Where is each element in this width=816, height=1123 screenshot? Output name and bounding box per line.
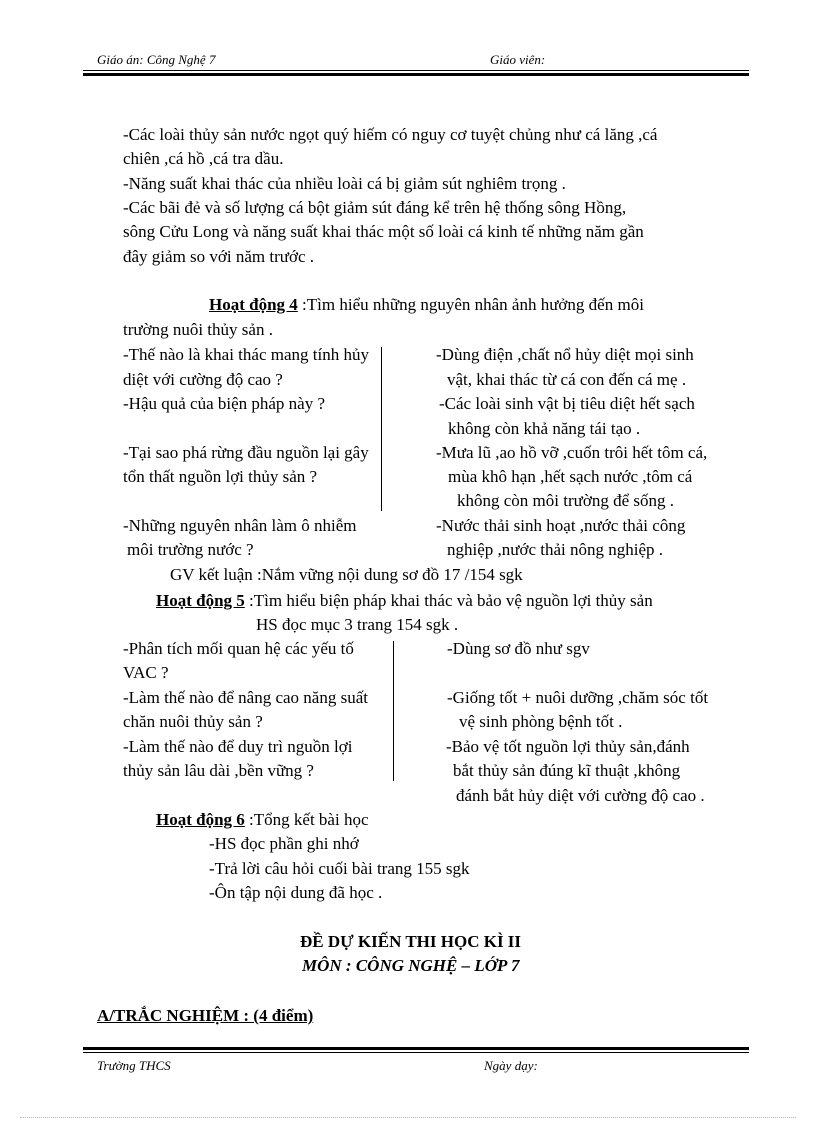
activity-6-label: Hoạt động 6 <box>156 810 245 829</box>
activity-5-title: :Tìm hiểu biện pháp khai thác và bảo vệ nguồn lợi thủy sản <box>244 591 653 610</box>
activity-4-question: môi trường nước ? <box>127 540 254 559</box>
activity-4-title-cont: trường nuôi thủy sản . <box>123 320 273 339</box>
activity-4-heading <box>209 295 644 315</box>
activity-5-column-divider <box>393 641 394 781</box>
footer-left: Trường THCS <box>97 1058 171 1073</box>
intro-line: sông Cửu Long và năng suất khai thác một số loài cá kinh tế những năm gần <box>123 222 644 241</box>
activity-4-question: -Thế nào là khai thác mang tính hủy <box>123 345 369 364</box>
footer-rule-thin <box>83 1052 749 1053</box>
footer-rule-thick <box>83 1047 749 1050</box>
activity-6-item: -Trả lời câu hỏi cuối bài trang 155 sgk <box>209 859 470 878</box>
activity-4-title: :Tìm hiểu những nguyên nhân ảnh hưởng đến môi <box>297 295 644 314</box>
activity-5-question: chăn nuôi thủy sản ? <box>123 712 263 731</box>
intro-line: đây giảm so với năm trước . <box>123 247 315 266</box>
activity-4-column-divider <box>381 347 382 511</box>
activity-5-answer: đánh bắt hủy diệt với cường độ cao . <box>456 786 705 805</box>
activity-5-instruction: HS đọc mục 3 trang 154 sgk . <box>256 615 459 634</box>
activity-5-question: thủy sản lâu dài ,bền vững ? <box>123 761 314 780</box>
activity-5-answer: bắt thủy sản đúng kĩ thuật ,không <box>453 761 681 780</box>
activity-5-question: -Làm thế nào để nâng cao năng suất <box>123 688 368 707</box>
header-rule-thin <box>83 70 749 71</box>
activity-6-item: -HS đọc phần ghi nhớ <box>209 834 359 853</box>
footer-right: Ngày dạy: <box>484 1058 538 1073</box>
activity-6-item: -Ôn tập nội dung đã học . <box>209 883 383 902</box>
activity-5-question: -Làm thế nào để duy trì nguồn lợi <box>123 737 353 756</box>
activity-6-title: :Tổng kết bài học <box>244 810 369 829</box>
activity-4-question: diệt với cường độ cao ? <box>123 370 283 389</box>
activity-4-answer: -Nước thải sinh hoạt ,nước thải công <box>436 516 686 535</box>
activity-4-question: tổn thất nguồn lợi thủy sản ? <box>123 467 318 486</box>
activity-4-answer: mùa khô hạn ,hết sạch nước ,tôm cá <box>448 467 693 486</box>
activity-4-answer: -Các loài sinh vật bị tiêu diệt hết sạch <box>439 394 695 413</box>
activity-5-label: Hoạt động 5 <box>156 591 245 610</box>
intro-line: chiên ,cá hồ ,cá tra dầu. <box>123 149 284 168</box>
activity-4-answer: -Dùng điện ,chất nổ hủy diệt mọi sinh <box>436 345 694 364</box>
activity-5-heading <box>156 591 653 611</box>
header-rule-thick <box>83 73 749 76</box>
activity-5-answer: -Bảo vệ tốt nguồn lợi thủy sản,đánh <box>446 737 690 756</box>
activity-5-answer: vệ sinh phòng bệnh tốt . <box>459 712 623 731</box>
activity-4-question: -Hậu quả của biện pháp này ? <box>123 394 326 413</box>
activity-5-answer: -Dùng sơ đồ như sgv <box>447 639 590 658</box>
activity-4-answer: không còn khả năng tái tạo . <box>448 419 641 438</box>
exam-section-heading: A/TRẮC NGHIỆM : (4 điểm) <box>97 1006 314 1025</box>
activity-5-question: -Phân tích mối quan hệ các yếu tố <box>123 639 354 658</box>
intro-line: -Các loài thủy sản nước ngọt quý hiếm có nguy cơ tuyệt chủng như cá lăng ,cá <box>123 125 658 144</box>
activity-5-answer: -Giống tốt + nuôi dưỡng ,chăm sóc tốt <box>447 688 709 707</box>
exam-subtitle: MÔN : CÔNG NGHỆ – LỚP 7 <box>302 956 520 975</box>
activity-4-question: -Tại sao phá rừng đầu nguồn lại gây <box>123 443 369 462</box>
activity-4-conclusion: GV kết luận :Nắm vững nội dung sơ đồ 17 /154 sgk <box>170 565 523 584</box>
activity-4-answer: -Mưa lũ ,ao hồ vỡ ,cuốn trôi hết tôm cá, <box>436 443 708 462</box>
activity-5-question: VAC ? <box>123 663 169 682</box>
activity-4-answer: vật, khai thác từ cá con đến cá mẹ . <box>447 370 687 389</box>
intro-line: -Các bãi đẻ và số lượng cá bột giảm sút đáng kể trên hệ thống sông Hồng, <box>123 198 627 217</box>
activity-4-label: Hoạt động 4 <box>209 295 298 314</box>
header-left: Giáo án: Công Nghệ 7 <box>97 52 216 67</box>
header-right: Giáo viên: <box>490 52 546 67</box>
activity-6-heading <box>156 810 369 830</box>
exam-title: ĐỀ DỰ KIẾN THI HỌC KÌ II <box>300 932 522 951</box>
page-bottom-dotted-border <box>20 1117 796 1118</box>
intro-line: -Năng suất khai thác của nhiều loài cá bị giảm sút nghiêm trọng . <box>123 174 566 193</box>
activity-4-answer: không còn môi trường để sống . <box>457 491 674 510</box>
activity-4-question: -Những nguyên nhân làm ô nhiễm <box>123 516 357 535</box>
activity-4-answer: nghiệp ,nước thải nông nghiệp . <box>447 540 664 559</box>
